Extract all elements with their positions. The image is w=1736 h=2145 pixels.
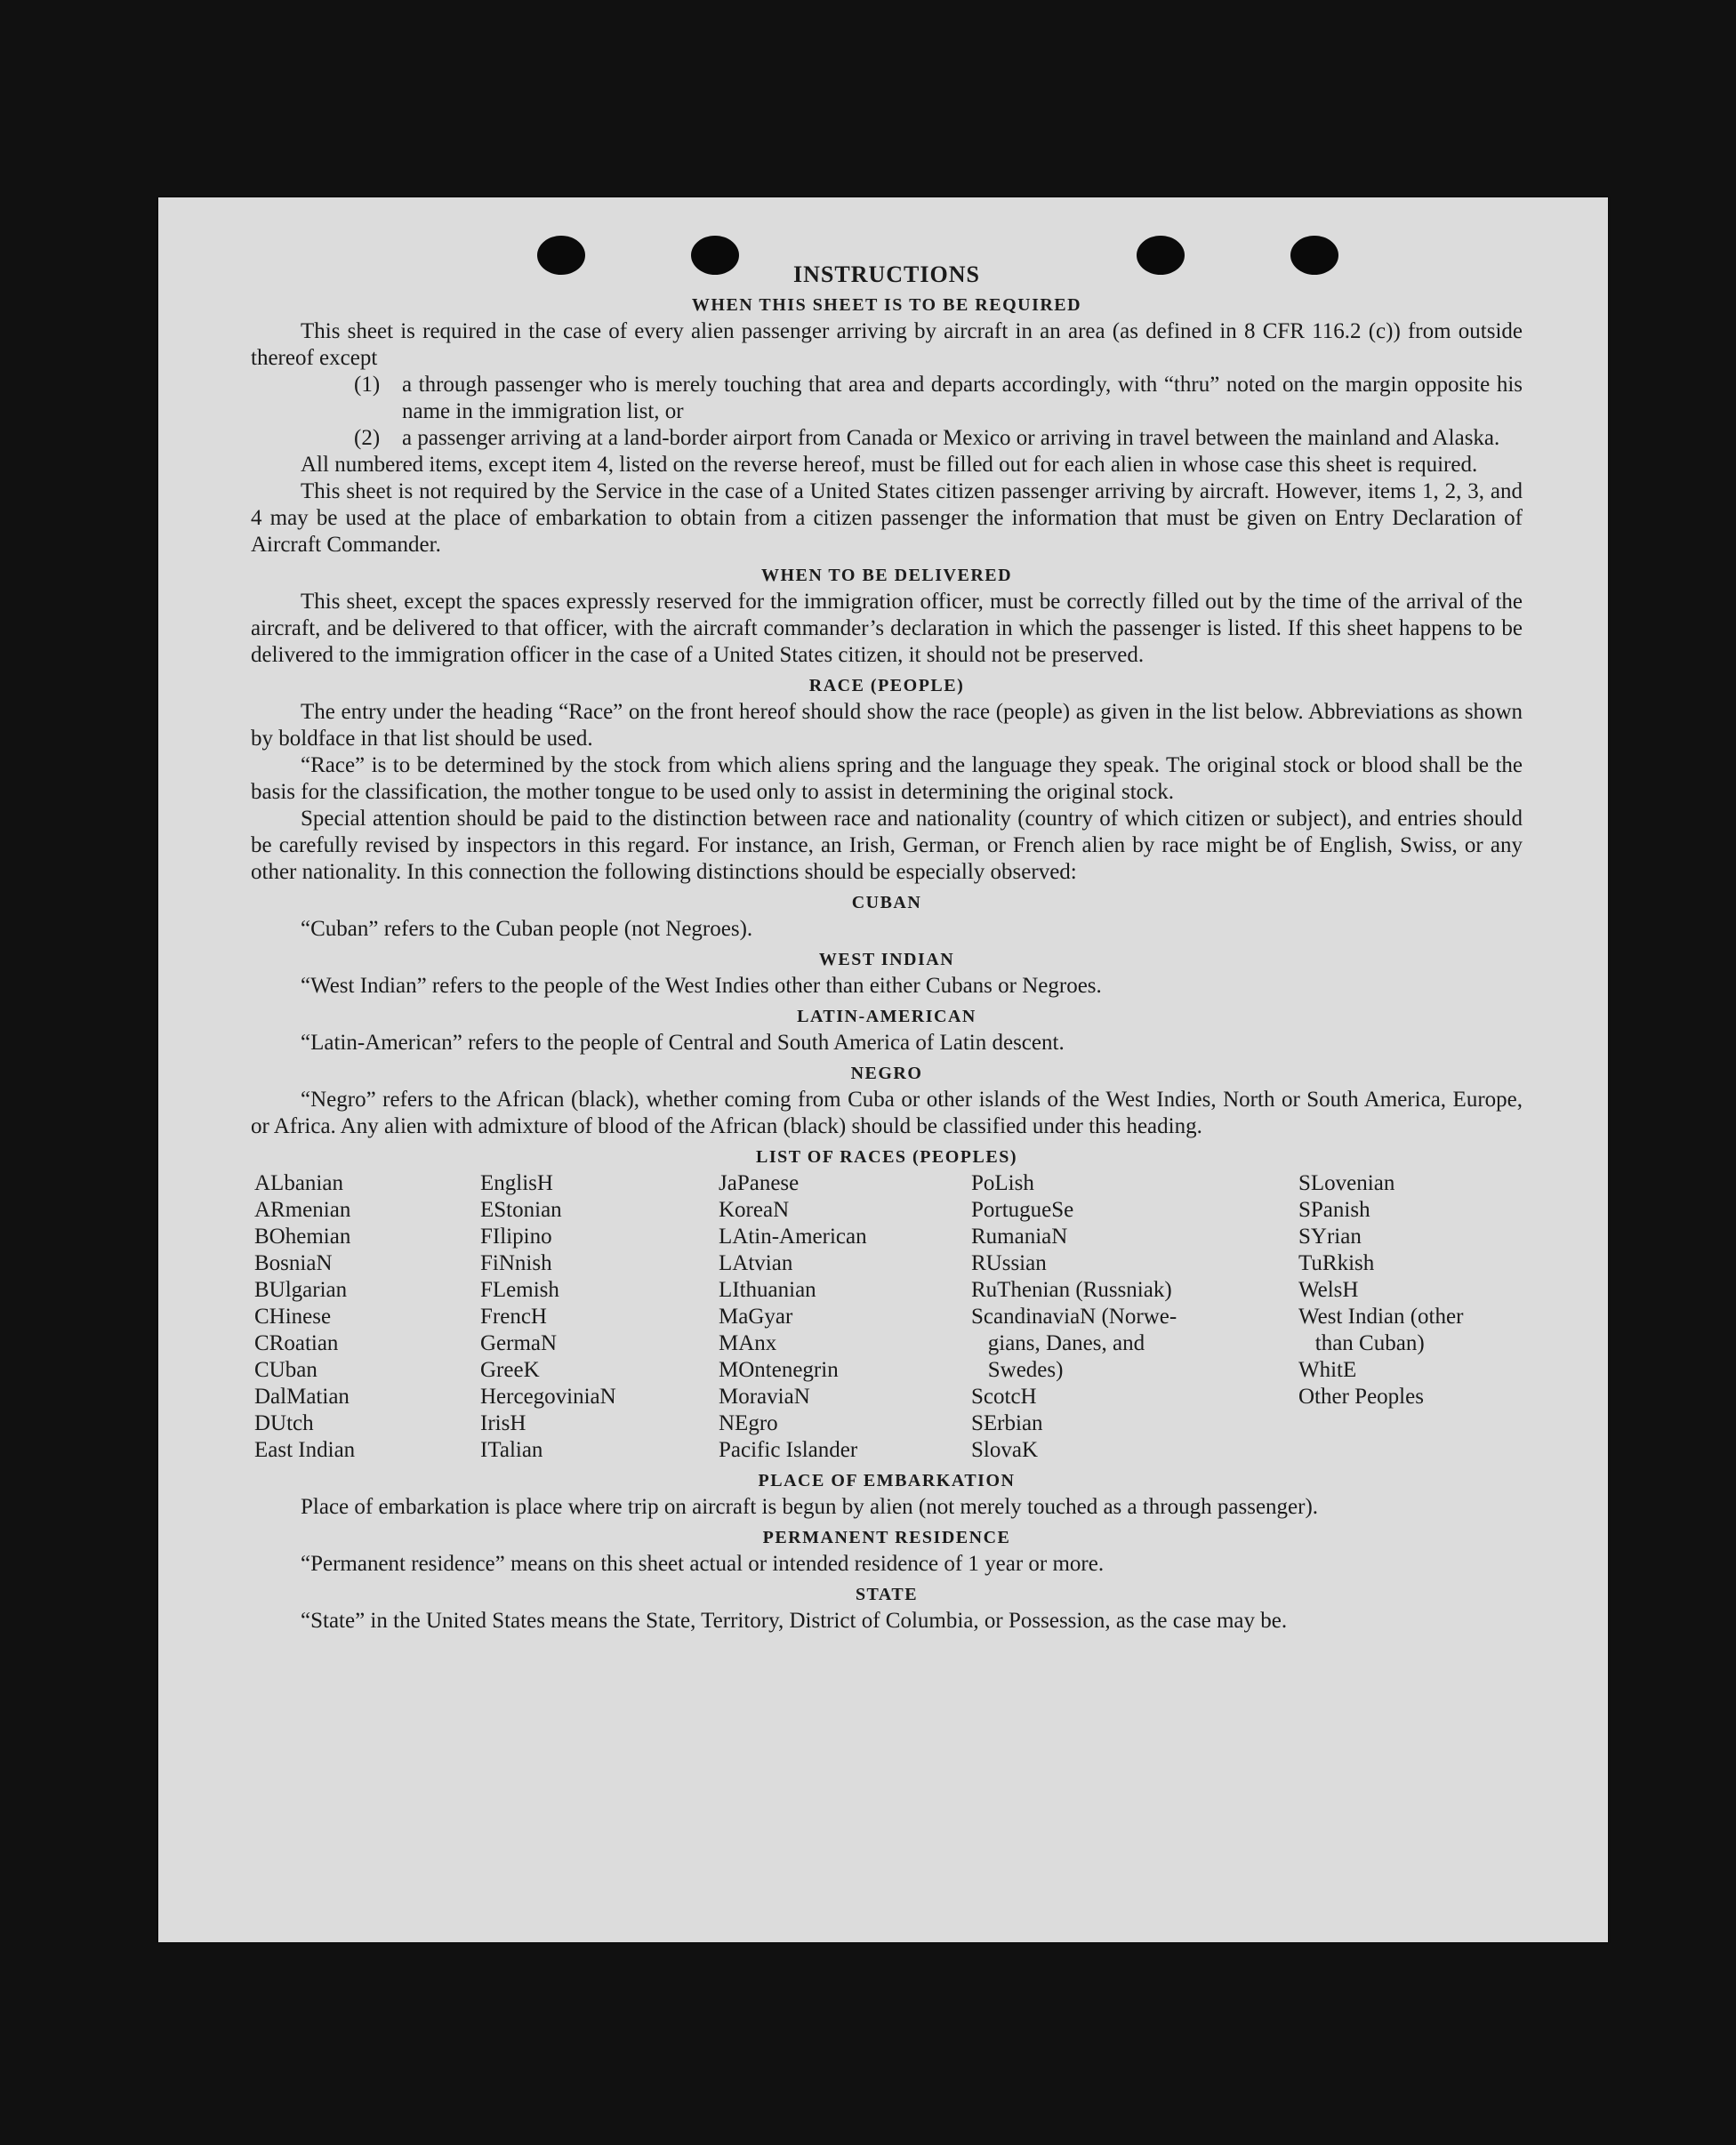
race-entry: Swedes) [971,1358,1064,1382]
heading-embarkation: PLACE OF EMBARKATION [758,1471,1016,1490]
delivered-text: This sheet, except the spaces expressly reserved for the immigration officer, must be correctly filled out by the time of the arrival of the aircraft, and be delivered to that officer, with the aircraft commander’s declaration in which the passenger is listed. If this sheet happens to be delivered to the immigration officer in the case of a United States citizen, it should not be preserved. [251,590,1523,667]
race-entry: SlovaK [971,1438,1038,1462]
race-entry: ARmenian [254,1198,351,1222]
race-entry: MoraviaN [719,1385,810,1409]
race-entry: SPanish [1298,1198,1370,1222]
document-sheet [158,197,1608,1942]
race-entry: RumaniaN [971,1225,1068,1249]
heading-residence: PERMANENT RESIDENCE [762,1528,1011,1547]
race-entry: CHinese [254,1305,332,1329]
latin-american-text: “Latin-American” refers to the people of Central and South America of Latin descent. [301,1031,1065,1055]
race-entry: HercegoviniaN [480,1385,616,1409]
exception-item [354,425,1523,452]
residence-text: “Permanent residence” means on this sheet actual or intended residence of 1 year or more. [301,1552,1105,1576]
heading-negro: NEGRO [850,1064,923,1083]
race-entry: BosniaN [254,1251,333,1275]
race-entry: LIthuanian [719,1278,816,1302]
exception-text: a passenger arriving at a land-border airport from Canada or Mexico or arriving in travel between the mainland and Alaska. [402,426,1500,450]
race-entry: West Indian (other [1298,1305,1464,1329]
race-entry: ScandinaviaN (Norwe- [971,1305,1177,1329]
required-para-3: This sheet is not required by the Service in the case of a United States citizen passenger arriving by aircraft. However, items 1, 2, 3, and 4 may be used at the place of embarkation to obtain from a citizen passenger the information that must be given on Entry Declaration of Aircraft Commander. [251,479,1523,557]
race-para-1: The entry under the heading “Race” on the front hereof should show the race (people) as given in the list below. Abbreviations as shown by boldface in that list should be used. [251,700,1523,751]
race-entry: MOntenegrin [719,1358,839,1382]
race-entry: NEgro [719,1411,778,1435]
race-entry: JaPanese [719,1171,800,1195]
race-entry: ScotcH [971,1385,1037,1409]
cuban-text: “Cuban” refers to the Cuban people (not Negroes). [301,917,753,941]
race-column [971,1170,1298,1464]
race-entry: RUssian [971,1251,1047,1275]
race-entry: gians, Danes, and [971,1331,1145,1355]
heading-state: STATE [855,1585,919,1604]
exception-number: (1) [354,373,381,397]
race-entry: EStonian [480,1198,562,1222]
race-entry: BOhemian [254,1225,351,1249]
race-entry: LAtin-American [719,1225,867,1249]
required-intro: This sheet is required in the case of every alien passenger arriving by aircraft in an area (as defined in 8 CFR 116.2 (c)) from outside thereof except [251,319,1523,370]
race-entry: LAtvian [719,1251,793,1275]
race-entry: BUlgarian [254,1278,348,1302]
race-entry: EnglisH [480,1171,553,1195]
heading-latin-american: LATIN-AMERICAN [797,1007,976,1026]
race-entry: MAnx [719,1331,777,1355]
race-entry: FLemish [480,1278,559,1302]
heading-cuban: CUBAN [851,893,922,912]
negro-text: “Negro” refers to the African (black), whether coming from Cuba or other islands of the West Indies, North or South America, Europe, or Africa. Any alien with admixture of blood of the African (black) should be classified under this heading. [251,1088,1523,1138]
exception-item [354,372,1523,425]
race-entry: than Cuban) [1298,1331,1425,1355]
heading-delivered: WHEN TO BE DELIVERED [760,566,1013,585]
race-entry: SLovenian [1298,1171,1395,1195]
race-entry: DalMatian [254,1385,350,1409]
race-entry: GermaN [480,1331,558,1355]
race-entry: WhitE [1298,1358,1357,1382]
race-entry: KoreaN [719,1198,790,1222]
race-column [480,1170,719,1464]
race-entry: PoLish [971,1171,1034,1195]
race-entry: East Indian [254,1438,356,1462]
required-para-2: All numbered items, except item 4, listed on the reverse hereof, must be filled out for each alien in whose case this sheet is required. [301,453,1478,477]
instructions-content [251,261,1523,1635]
race-entry: RuThenian (Russniak) [971,1278,1172,1302]
page-title: INSTRUCTIONS [793,261,980,287]
embarkation-text: Place of embarkation is place where trip on aircraft is begun by alien (not merely touched as a through passenger). [301,1495,1319,1519]
race-entry: GreeK [480,1358,540,1382]
race-entry: FiNnish [480,1251,552,1275]
race-column [1298,1170,1526,1464]
race-entry: CRoatian [254,1331,339,1355]
race-entry: ITalian [480,1438,543,1462]
race-entry: SYrian [1298,1225,1362,1249]
race-entry: MaGyar [719,1305,793,1329]
west-indian-text: “West Indian” refers to the people of the West Indies other than either Cubans or Negroes. [301,974,1102,998]
race-entry: Other Peoples [1298,1385,1424,1409]
race-entry: SErbian [971,1411,1043,1435]
race-column [719,1170,971,1464]
exception-number: (2) [354,426,381,450]
race-para-2: “Race” is to be determined by the stock from which aliens spring and the language they speak. The original stock or blood shall be the basis for the classification, the mother tongue to be used only to assist in determining the original stock. [251,753,1523,804]
race-entry: ALbanian [254,1171,343,1195]
heading-required: WHEN THIS SHEET IS TO BE REQUIRED [691,295,1082,315]
race-entry: CUban [254,1358,317,1382]
race-column [254,1170,480,1464]
exception-text: a through passenger who is merely touching that area and departs accordingly, with “thru” noted on the margin opposite his name in the immigration list, or [402,373,1523,423]
race-entry: WelsH [1298,1278,1359,1302]
heading-west-indian: WEST INDIAN [818,950,955,969]
race-entry: FIlipino [480,1225,552,1249]
race-entry: FrencH [480,1305,547,1329]
heading-race: RACE (PEOPLE) [808,676,965,695]
race-entry: Pacific Islander [719,1438,858,1462]
race-para-3: Special attention should be paid to the distinction between race and nationality (country of which citizen or subject), and entries should be carefully revised by inspectors in this regard. For instance, an Irish, German, or French alien by race might be of English, Swiss, or any other nationality. In this connection the following distinctions should be especially observed: [251,807,1523,884]
race-entry: DUtch [254,1411,314,1435]
race-entry: IrisH [480,1411,526,1435]
race-entry: PortugueSe [971,1198,1074,1222]
race-entry: TuRkish [1298,1251,1375,1275]
state-text: “State” in the United States means the State, Territory, District of Columbia, or Possession, as the case may be. [301,1609,1288,1633]
race-list [254,1170,1523,1464]
heading-race-list: LIST OF RACES (PEOPLES) [755,1147,1017,1167]
